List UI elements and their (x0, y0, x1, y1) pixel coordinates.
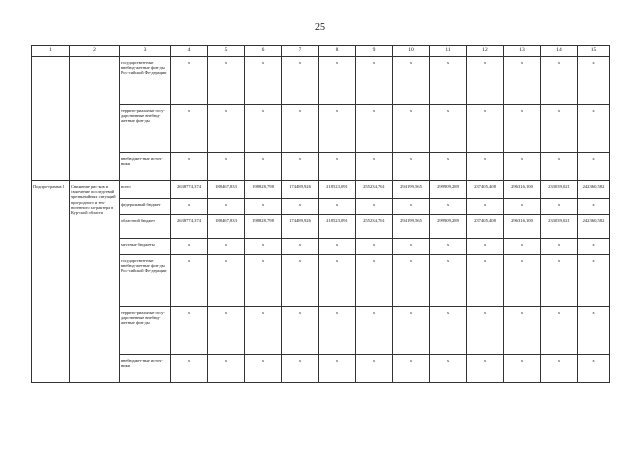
value-cell: x (282, 255, 319, 307)
value-cell: 174489,926 (282, 215, 319, 239)
value-cell: x (319, 153, 356, 181)
value-cell: 2638774,374 (171, 215, 208, 239)
column-header: 1 (32, 46, 70, 57)
value-cell: x (356, 105, 393, 153)
subprogram-goal: Снижение рис-ков и смягчение последствий чрезвычайных ситуаций при-родного и тех-ногенного ха-рактера в Кур-ской области (70, 181, 120, 383)
value-cell: x (245, 105, 282, 153)
value-cell: x (467, 307, 504, 355)
funding-source: областной бюджет (120, 215, 171, 239)
column-header: 13 (504, 46, 541, 57)
column-header: 7 (282, 46, 319, 57)
value-cell: x (171, 255, 208, 307)
table-row (32, 181, 610, 199)
value-cell: 2638774,374 (171, 181, 208, 199)
value-cell: x (171, 153, 208, 181)
value-cell: 174489,926 (282, 181, 319, 199)
column-header: 3 (120, 46, 171, 57)
value-cell: 294199,565 (393, 181, 430, 199)
value-cell: x (245, 307, 282, 355)
value-cell: x (467, 239, 504, 255)
column-header: 2 (70, 46, 120, 57)
table-row (32, 57, 610, 105)
value-cell: x (393, 307, 430, 355)
column-header: 11 (430, 46, 467, 57)
value-cell: x (467, 153, 504, 181)
column-header: 5 (208, 46, 245, 57)
value-cell: x (208, 105, 245, 153)
value-cell: 218523,091 (319, 215, 356, 239)
column-header: 9 (356, 46, 393, 57)
value-cell: x (430, 239, 467, 255)
budget-table (31, 45, 610, 383)
value-cell: x (504, 239, 541, 255)
value-cell: x (430, 255, 467, 307)
value-cell: x (208, 255, 245, 307)
value-cell: 299909,289 (430, 181, 467, 199)
value-cell: x (541, 199, 578, 215)
value-cell: x (541, 105, 578, 153)
value-cell: x (504, 199, 541, 215)
value-cell: 237405,408 (467, 181, 504, 199)
value-cell: x (319, 255, 356, 307)
value-cell: x (504, 153, 541, 181)
value-cell: x (541, 153, 578, 181)
value-cell: x (541, 57, 578, 105)
value-cell: 237405,408 (467, 215, 504, 239)
value-cell: x (467, 105, 504, 153)
value-cell: x (171, 307, 208, 355)
value-cell: x (245, 355, 282, 383)
funding-source: террито-риальные госу-дарственные внебюд-жетные фон-ды (120, 105, 171, 153)
value-cell: x (356, 153, 393, 181)
value-cell: x (171, 105, 208, 153)
value-cell: x (393, 199, 430, 215)
value-cell: x (467, 355, 504, 383)
value-cell: x (578, 199, 610, 215)
value-cell: x (393, 355, 430, 383)
funding-source: государствен-ные внебюд-жетные фон-ды Рос-сийской Фе-дерации (120, 255, 171, 307)
value-cell: 218523,091 (319, 181, 356, 199)
value-cell: x (245, 199, 282, 215)
value-cell: x (171, 199, 208, 215)
value-cell: 296316,100 (504, 181, 541, 199)
value-cell: x (430, 105, 467, 153)
funding-source: террито-риальные госу-дарственные внебюд-жетные фон-ды (120, 307, 171, 355)
column-header: 6 (245, 46, 282, 57)
value-cell: x (208, 199, 245, 215)
value-cell: x (430, 153, 467, 181)
value-cell: x (356, 307, 393, 355)
funding-source: местные бюджеты (120, 239, 171, 255)
value-cell: 188467,833 (208, 181, 245, 199)
value-cell: x (578, 153, 610, 181)
column-header: 15 (578, 46, 610, 57)
value-cell: x (504, 255, 541, 307)
value-cell: x (578, 105, 610, 153)
value-cell: x (430, 57, 467, 105)
value-cell: x (541, 255, 578, 307)
value-cell: x (356, 255, 393, 307)
column-header: 10 (393, 46, 430, 57)
value-cell: x (578, 355, 610, 383)
value-cell: x (504, 105, 541, 153)
column-header: 14 (541, 46, 578, 57)
value-cell: x (245, 153, 282, 181)
header-row (32, 46, 610, 57)
value-cell: x (430, 199, 467, 215)
funding-source: внебюджет-ные источ-ники (120, 153, 171, 181)
value-cell: x (578, 57, 610, 105)
value-cell: 233039,021 (541, 215, 578, 239)
value-cell: x (208, 307, 245, 355)
value-cell: x (319, 57, 356, 105)
value-cell: 198828,798 (245, 215, 282, 239)
value-cell: x (282, 153, 319, 181)
value-cell: x (541, 239, 578, 255)
value-cell: x (504, 355, 541, 383)
value-cell: x (430, 307, 467, 355)
value-cell: x (282, 105, 319, 153)
funding-source: федеральный бюджет (120, 199, 171, 215)
funding-source: всего (120, 181, 171, 199)
value-cell: x (393, 57, 430, 105)
value-cell: x (319, 105, 356, 153)
value-cell: x (430, 355, 467, 383)
value-cell: x (467, 57, 504, 105)
value-cell: x (171, 239, 208, 255)
value-cell: x (393, 239, 430, 255)
value-cell: x (208, 239, 245, 255)
page-number: 25 (315, 22, 325, 33)
funding-source: государствен-ные внебюд-жетные фон-ды Рос-сийской Фе-дерации (120, 57, 171, 105)
value-cell: x (504, 57, 541, 105)
value-cell: x (356, 355, 393, 383)
value-cell: x (171, 355, 208, 383)
value-cell: x (467, 255, 504, 307)
value-cell: 198828,798 (245, 181, 282, 199)
value-cell: x (578, 239, 610, 255)
value-cell: 299909,289 (430, 215, 467, 239)
value-cell: x (245, 57, 282, 105)
value-cell: x (541, 355, 578, 383)
subprogram-goal (70, 57, 120, 181)
value-cell: x (393, 153, 430, 181)
value-cell: x (208, 57, 245, 105)
value-cell: x (393, 255, 430, 307)
value-cell: x (319, 199, 356, 215)
column-header: 12 (467, 46, 504, 57)
value-cell: x (393, 105, 430, 153)
column-header: 8 (319, 46, 356, 57)
value-cell: x (282, 199, 319, 215)
value-cell: x (319, 239, 356, 255)
value-cell: x (578, 255, 610, 307)
value-cell: x (356, 57, 393, 105)
value-cell: 188467,833 (208, 215, 245, 239)
value-cell: x (208, 153, 245, 181)
value-cell: x (245, 255, 282, 307)
value-cell: x (504, 307, 541, 355)
value-cell: x (467, 199, 504, 215)
subprogram-name: Подпро-грамма 1 (32, 181, 70, 383)
value-cell: 255234,761 (356, 215, 393, 239)
value-cell: x (319, 355, 356, 383)
value-cell: x (171, 57, 208, 105)
value-cell: 242360,582 (578, 181, 610, 199)
value-cell: x (319, 307, 356, 355)
value-cell: x (282, 239, 319, 255)
value-cell: 255234,761 (356, 181, 393, 199)
value-cell: x (208, 355, 245, 383)
value-cell: x (541, 307, 578, 355)
value-cell: x (282, 307, 319, 355)
value-cell: x (356, 239, 393, 255)
value-cell: x (245, 239, 282, 255)
value-cell: x (282, 57, 319, 105)
value-cell: 242360,582 (578, 215, 610, 239)
value-cell: 296316,100 (504, 215, 541, 239)
subprogram-name (32, 57, 70, 181)
value-cell: x (578, 307, 610, 355)
funding-source: внебюджет-ные источ-ники (120, 355, 171, 383)
value-cell: x (282, 355, 319, 383)
value-cell: x (356, 199, 393, 215)
column-header: 4 (171, 46, 208, 57)
value-cell: 294199,565 (393, 215, 430, 239)
value-cell: 233039,021 (541, 181, 578, 199)
